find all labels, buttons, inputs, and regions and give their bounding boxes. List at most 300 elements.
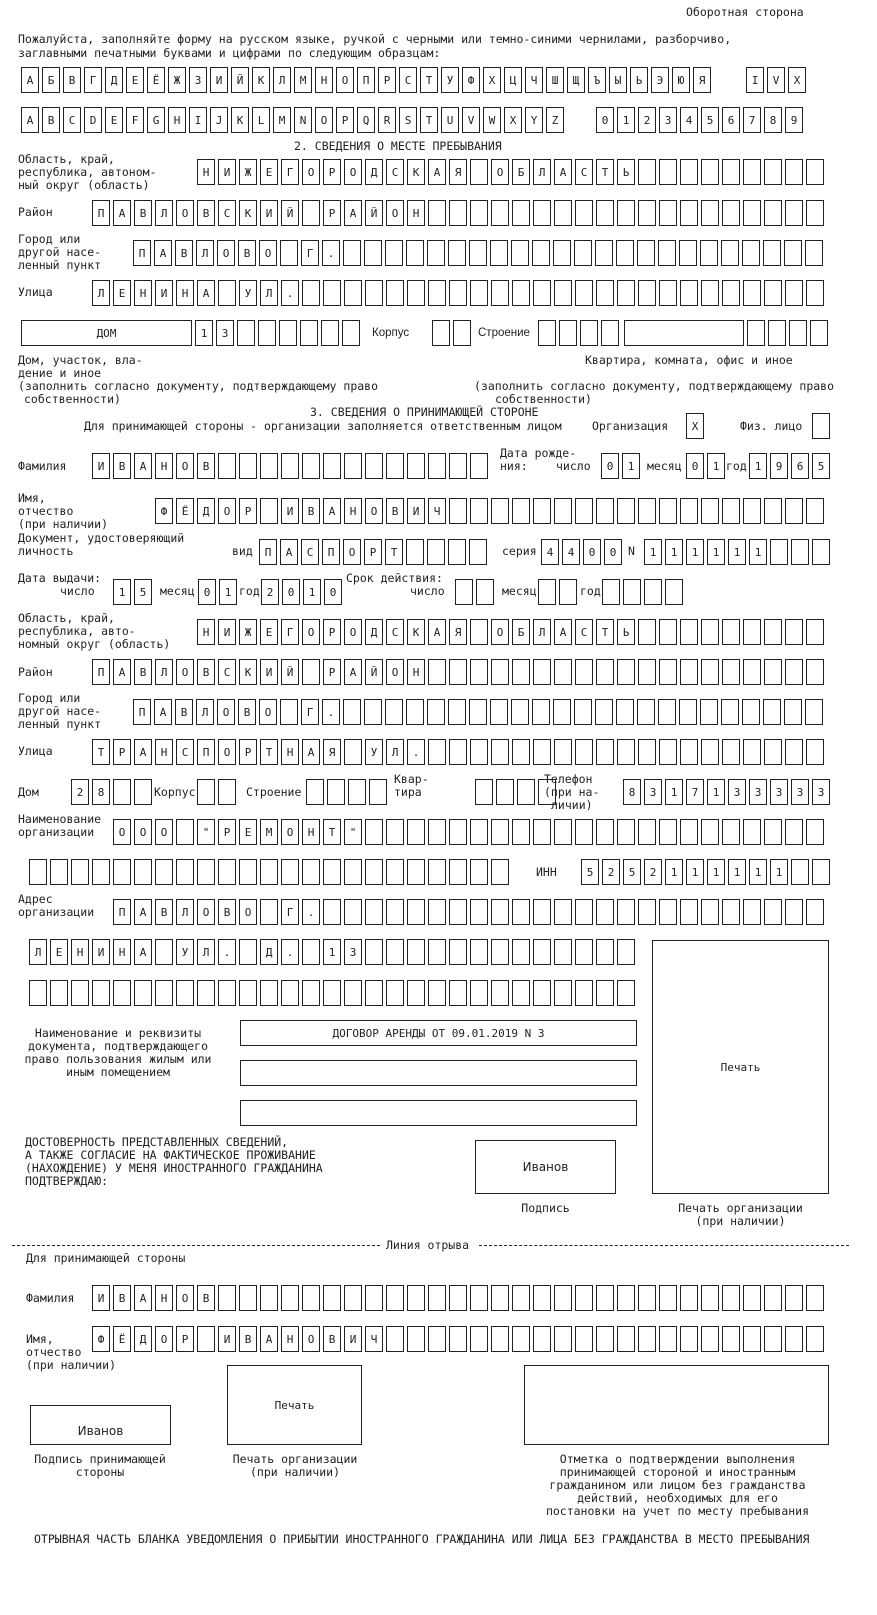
char-cell[interactable] [428,739,446,765]
char-cell[interactable] [302,939,320,965]
char-cell[interactable] [638,200,656,226]
char-cell[interactable] [448,240,466,266]
char-cell[interactable] [491,498,509,524]
char-cell[interactable]: Д [365,159,383,185]
char-cell[interactable] [455,579,473,605]
char-cell[interactable]: И [281,498,299,524]
char-cell[interactable] [281,1285,299,1311]
char-cell[interactable]: Л [155,659,173,685]
char-cell[interactable]: . [302,899,320,925]
char-cell[interactable] [722,739,740,765]
char-cell[interactable] [491,280,509,306]
char-cell[interactable] [260,498,278,524]
char-cell[interactable] [659,1326,677,1352]
char-cell[interactable] [806,659,824,685]
field-host-name[interactable] [155,498,827,524]
char-cell[interactable]: Н [155,1285,173,1311]
char-cell[interactable]: П [197,739,215,765]
char-cell[interactable] [343,699,361,725]
char-cell[interactable]: Ь [617,159,635,185]
char-cell[interactable] [365,453,383,479]
char-cell[interactable] [701,659,719,685]
char-cell[interactable] [512,899,530,925]
char-cell[interactable] [533,200,551,226]
char-cell[interactable] [554,819,572,845]
char-cell[interactable] [491,939,509,965]
char-cell[interactable]: А [344,200,362,226]
char-cell[interactable]: Б [512,619,530,645]
char-cell[interactable] [785,280,803,306]
char-cell[interactable]: А [134,939,152,965]
char-cell[interactable]: О [386,200,404,226]
char-cell[interactable]: 1 [686,859,704,885]
char-cell[interactable] [386,859,404,885]
char-cell[interactable] [406,240,424,266]
char-cell[interactable] [512,498,530,524]
char-cell[interactable] [596,1285,614,1311]
field-stay-region[interactable] [197,159,827,185]
char-cell[interactable] [575,498,593,524]
char-cell[interactable] [449,453,467,479]
char-cell[interactable] [784,699,802,725]
char-cell[interactable]: Н [344,498,362,524]
char-cell[interactable] [428,200,446,226]
char-cell[interactable]: О [197,899,215,925]
char-cell[interactable]: 1 [707,779,725,805]
char-cell[interactable] [449,659,467,685]
char-cell[interactable]: Е [260,619,278,645]
field-valid-month[interactable] [538,579,580,605]
char-cell[interactable] [638,498,656,524]
char-cell[interactable] [475,779,493,805]
char-cell[interactable] [722,200,740,226]
char-cell[interactable]: А [134,899,152,925]
char-cell[interactable] [490,699,508,725]
char-cell[interactable] [496,779,514,805]
field-issue-month[interactable] [198,579,240,605]
char-cell[interactable]: 3 [749,779,767,805]
char-cell[interactable]: " [344,819,362,845]
char-cell[interactable]: Р [218,819,236,845]
char-cell[interactable] [323,859,341,885]
char-cell[interactable]: 1 [195,320,213,346]
char-cell[interactable] [743,739,761,765]
char-cell[interactable] [658,240,676,266]
char-cell[interactable] [449,498,467,524]
char-cell[interactable] [764,619,782,645]
char-cell[interactable]: 1 [303,579,321,605]
char-cell[interactable]: О [365,498,383,524]
char-cell[interactable] [470,980,488,1006]
char-cell[interactable] [554,939,572,965]
char-cell[interactable] [365,899,383,925]
char-cell[interactable] [427,240,445,266]
char-cell[interactable] [449,200,467,226]
char-cell[interactable]: 5 [812,453,830,479]
char-cell[interactable]: М [260,819,278,845]
char-cell[interactable]: 2 [261,579,279,605]
char-cell[interactable] [533,1326,551,1352]
char-cell[interactable] [344,859,362,885]
char-cell[interactable]: 2 [644,859,662,885]
char-cell[interactable]: Л [533,619,551,645]
char-cell[interactable]: Л [92,280,110,306]
char-cell[interactable] [197,980,215,1006]
char-cell[interactable] [512,1285,530,1311]
char-cell[interactable]: В [323,1326,341,1352]
char-cell[interactable] [575,939,593,965]
char-cell[interactable] [155,939,173,965]
char-cell[interactable] [302,200,320,226]
char-cell[interactable]: О [176,200,194,226]
char-cell[interactable]: Т [92,739,110,765]
char-cell[interactable] [679,699,697,725]
char-cell[interactable] [617,899,635,925]
char-cell[interactable] [665,579,683,605]
char-cell[interactable] [538,320,556,346]
char-cell[interactable] [512,1326,530,1352]
char-cell[interactable] [617,1326,635,1352]
char-cell[interactable] [323,980,341,1006]
char-cell[interactable] [596,939,614,965]
char-cell[interactable] [239,1285,257,1311]
char-cell[interactable]: 1 [622,453,640,479]
char-cell[interactable]: Й [281,200,299,226]
char-cell[interactable] [596,1326,614,1352]
char-cell[interactable]: О [155,1326,173,1352]
char-cell[interactable] [385,699,403,725]
char-cell[interactable] [638,819,656,845]
char-cell[interactable]: 0 [324,579,342,605]
char-cell[interactable] [554,200,572,226]
char-cell[interactable]: А [428,619,446,645]
char-cell[interactable] [785,200,803,226]
char-cell[interactable]: 0 [604,539,622,565]
char-cell[interactable] [575,739,593,765]
char-cell[interactable] [764,899,782,925]
char-cell[interactable] [348,779,366,805]
char-cell[interactable] [218,280,236,306]
char-cell[interactable]: Т [596,619,614,645]
field-dob-day[interactable] [601,453,643,479]
char-cell[interactable]: П [259,539,277,565]
char-cell[interactable] [701,1285,719,1311]
char-cell[interactable] [785,659,803,685]
checkbox-organization[interactable]: Х [686,413,704,439]
char-cell[interactable]: О [134,819,152,845]
char-cell[interactable] [623,579,641,605]
char-cell[interactable] [791,859,809,885]
char-cell[interactable] [344,453,362,479]
char-cell[interactable]: Р [113,739,131,765]
char-cell[interactable]: Ж [239,159,257,185]
char-cell[interactable] [680,619,698,645]
char-cell[interactable]: Л [155,200,173,226]
char-cell[interactable] [449,859,467,885]
char-cell[interactable] [810,320,828,346]
char-cell[interactable] [260,980,278,1006]
char-cell[interactable]: О [176,453,194,479]
char-cell[interactable] [575,1326,593,1352]
char-cell[interactable]: Н [197,159,215,185]
field-host-house[interactable] [71,779,155,805]
char-cell[interactable] [764,1285,782,1311]
char-cell[interactable] [512,939,530,965]
char-cell[interactable] [785,498,803,524]
char-cell[interactable]: О [259,240,277,266]
char-cell[interactable]: 3 [728,779,746,805]
char-cell[interactable] [617,939,635,965]
char-cell[interactable] [553,240,571,266]
char-cell[interactable]: 1 [686,539,704,565]
char-cell[interactable]: 0 [601,453,619,479]
char-cell[interactable]: А [302,739,320,765]
char-cell[interactable] [721,240,739,266]
char-cell[interactable] [470,939,488,965]
char-cell[interactable] [743,659,761,685]
char-cell[interactable] [617,980,635,1006]
char-cell[interactable] [638,659,656,685]
field-doc-basis-3[interactable] [240,1100,637,1126]
char-cell[interactable]: Н [407,200,425,226]
char-cell[interactable]: 3 [644,779,662,805]
char-cell[interactable] [470,453,488,479]
char-cell[interactable] [323,899,341,925]
char-cell[interactable]: Н [113,939,131,965]
char-cell[interactable]: 1 [323,939,341,965]
char-cell[interactable] [453,320,471,346]
char-cell[interactable] [554,739,572,765]
char-cell[interactable]: 5 [623,859,641,885]
char-cell[interactable] [512,980,530,1006]
char-cell[interactable] [785,1326,803,1352]
char-cell[interactable] [386,819,404,845]
field-host-city[interactable] [133,699,826,725]
char-cell[interactable] [659,280,677,306]
char-cell[interactable]: 5 [581,859,599,885]
char-cell[interactable] [743,819,761,845]
char-cell[interactable]: А [134,1285,152,1311]
char-cell[interactable]: П [133,699,151,725]
char-cell[interactable] [701,899,719,925]
char-cell[interactable] [470,659,488,685]
char-cell[interactable] [596,280,614,306]
char-cell[interactable] [680,200,698,226]
char-cell[interactable]: И [344,1326,362,1352]
char-cell[interactable] [638,1326,656,1352]
char-cell[interactable]: И [260,200,278,226]
char-cell[interactable] [218,1285,236,1311]
char-cell[interactable] [722,280,740,306]
char-cell[interactable] [574,699,592,725]
char-cell[interactable] [218,980,236,1006]
char-cell[interactable] [805,240,823,266]
char-cell[interactable]: 3 [812,779,830,805]
char-cell[interactable] [427,539,445,565]
char-cell[interactable] [805,699,823,725]
char-cell[interactable]: 0 [686,453,704,479]
char-cell[interactable] [575,280,593,306]
char-cell[interactable] [680,1285,698,1311]
char-cell[interactable]: Л [196,240,214,266]
char-cell[interactable] [659,159,677,185]
char-cell[interactable]: 2 [71,779,89,805]
char-cell[interactable] [701,619,719,645]
char-cell[interactable] [469,699,487,725]
char-cell[interactable]: К [239,200,257,226]
char-cell[interactable] [491,819,509,845]
char-cell[interactable] [306,779,324,805]
char-cell[interactable] [323,453,341,479]
char-cell[interactable]: В [113,1285,131,1311]
char-cell[interactable] [386,980,404,1006]
field-doc-series[interactable] [541,539,625,565]
char-cell[interactable]: 2 [602,859,620,885]
char-cell[interactable] [538,579,556,605]
char-cell[interactable] [134,980,152,1006]
char-cell[interactable] [559,320,577,346]
char-cell[interactable]: О [176,659,194,685]
char-cell[interactable]: 8 [92,779,110,805]
char-cell[interactable]: . [218,939,236,965]
field-dob-year[interactable] [749,453,833,479]
char-cell[interactable] [386,453,404,479]
char-cell[interactable] [218,779,236,805]
char-cell[interactable] [239,980,257,1006]
char-cell[interactable] [764,200,782,226]
char-cell[interactable] [806,899,824,925]
char-cell[interactable] [449,899,467,925]
char-cell[interactable] [428,899,446,925]
char-cell[interactable] [302,1285,320,1311]
char-cell[interactable]: Н [407,659,425,685]
char-cell[interactable] [491,739,509,765]
char-cell[interactable] [533,980,551,1006]
char-cell[interactable] [491,980,509,1006]
char-cell[interactable] [617,498,635,524]
char-cell[interactable]: Л [196,699,214,725]
char-cell[interactable]: О [302,159,320,185]
char-cell[interactable] [617,1285,635,1311]
char-cell[interactable]: С [176,739,194,765]
char-cell[interactable] [575,200,593,226]
char-cell[interactable] [680,159,698,185]
tear-signature-box[interactable]: Иванов [30,1405,171,1445]
char-cell[interactable]: А [113,200,131,226]
char-cell[interactable]: 1 [707,539,725,565]
char-cell[interactable] [806,1285,824,1311]
char-cell[interactable] [512,819,530,845]
char-cell[interactable] [680,739,698,765]
char-cell[interactable]: В [134,659,152,685]
char-cell[interactable] [470,619,488,645]
char-cell[interactable]: Д [260,939,278,965]
char-cell[interactable] [638,280,656,306]
char-cell[interactable] [533,899,551,925]
char-cell[interactable] [743,1326,761,1352]
char-cell[interactable]: Н [281,1326,299,1352]
char-cell[interactable]: Н [197,619,215,645]
char-cell[interactable]: И [218,159,236,185]
char-cell[interactable]: В [197,200,215,226]
char-cell[interactable] [533,939,551,965]
char-cell[interactable] [559,579,577,605]
char-cell[interactable] [512,739,530,765]
char-cell[interactable] [428,819,446,845]
char-cell[interactable] [279,320,297,346]
char-cell[interactable] [638,739,656,765]
char-cell[interactable]: 1 [219,579,237,605]
char-cell[interactable]: А [154,240,172,266]
char-cell[interactable] [92,980,110,1006]
char-cell[interactable]: Я [449,619,467,645]
char-cell[interactable]: В [238,240,256,266]
char-cell[interactable]: И [407,498,425,524]
char-cell[interactable] [701,739,719,765]
field-stay-korpus[interactable] [432,320,474,346]
field-host-korpus[interactable] [197,779,239,805]
char-cell[interactable] [50,859,68,885]
char-cell[interactable]: Я [323,739,341,765]
char-cell[interactable] [280,240,298,266]
char-cell[interactable]: Л [176,899,194,925]
char-cell[interactable] [428,453,446,479]
char-cell[interactable] [785,159,803,185]
char-cell[interactable]: У [239,280,257,306]
char-cell[interactable]: Ё [113,1326,131,1352]
char-cell[interactable] [134,859,152,885]
char-cell[interactable] [785,1285,803,1311]
char-cell[interactable] [155,980,173,1006]
char-cell[interactable]: П [92,200,110,226]
char-cell[interactable]: О [302,1326,320,1352]
char-cell[interactable] [580,320,598,346]
char-cell[interactable] [722,659,740,685]
char-cell[interactable]: Н [281,739,299,765]
char-cell[interactable] [659,659,677,685]
char-cell[interactable]: А [134,739,152,765]
char-cell[interactable]: А [134,453,152,479]
char-cell[interactable] [638,899,656,925]
char-cell[interactable] [470,1285,488,1311]
field-stay-district[interactable] [92,200,827,226]
char-cell[interactable]: О [176,1285,194,1311]
char-cell[interactable] [239,939,257,965]
char-cell[interactable] [428,939,446,965]
char-cell[interactable]: Ф [92,1326,110,1352]
char-cell[interactable] [680,899,698,925]
char-cell[interactable]: А [197,280,215,306]
char-cell[interactable] [722,498,740,524]
char-cell[interactable] [722,1326,740,1352]
char-cell[interactable]: Й [365,659,383,685]
char-cell[interactable]: И [155,280,173,306]
char-cell[interactable]: 5 [134,579,152,605]
char-cell[interactable] [470,859,488,885]
char-cell[interactable]: 3 [791,779,809,805]
char-cell[interactable]: Н [155,739,173,765]
char-cell[interactable] [806,200,824,226]
char-cell[interactable] [327,779,345,805]
char-cell[interactable]: 6 [791,453,809,479]
char-cell[interactable] [743,899,761,925]
char-cell[interactable]: 1 [665,859,683,885]
char-cell[interactable] [470,280,488,306]
char-cell[interactable] [533,1285,551,1311]
char-cell[interactable] [218,453,236,479]
char-cell[interactable] [806,280,824,306]
field-issue-day[interactable] [113,579,155,605]
